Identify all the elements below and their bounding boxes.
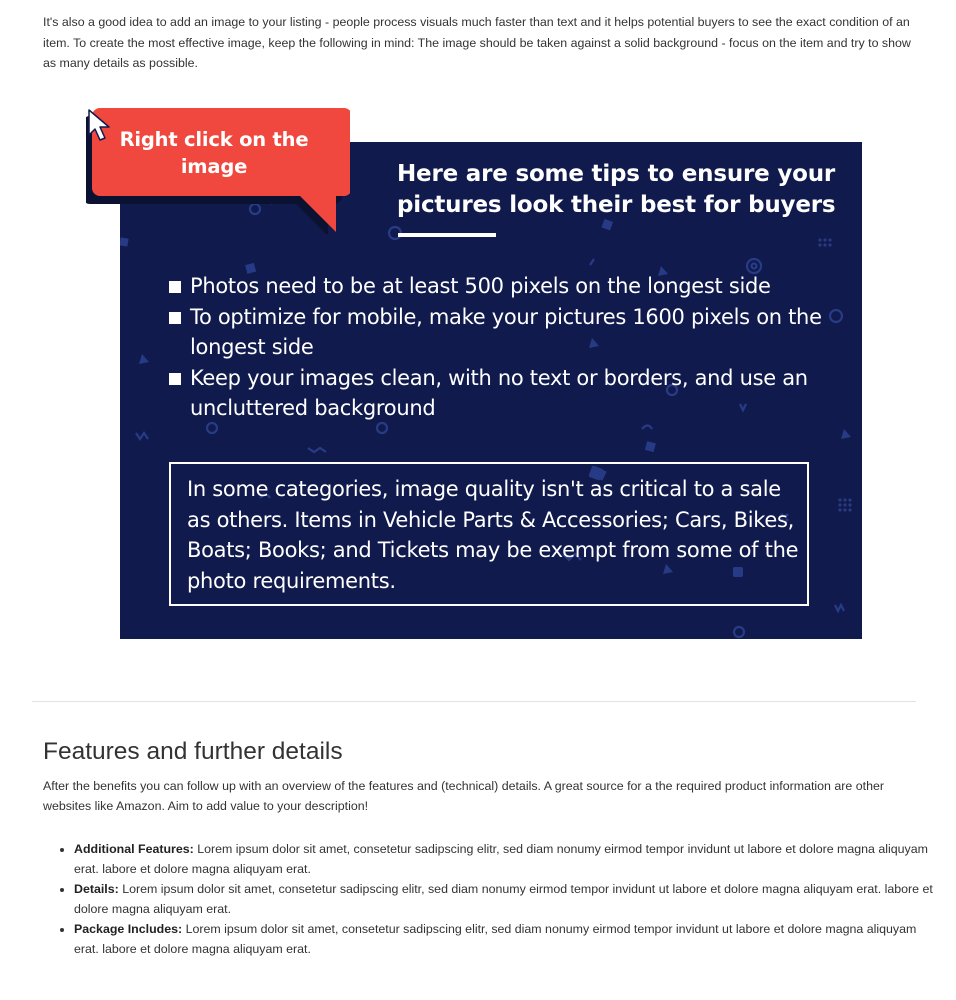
tip-item	[167, 302, 827, 363]
bullet-square-icon	[169, 281, 181, 293]
list-item-text: Lorem ipsum dolor sit amet, consetetur sadipscing elitr, sed diam nonumy eirmod tempor invidunt ut labore et dolore magna aliquyam erat. labore et dolore magna aliquyam erat.	[74, 922, 917, 956]
banner-title: Here are some tips to ensure your pictures look their best for buyers	[397, 161, 836, 218]
section-divider	[32, 701, 916, 702]
callout-label: Right click on the image	[119, 128, 309, 178]
tip-text: Photos need to be at least 500 pixels on the longest side	[190, 274, 771, 298]
list-item-label: Additional Features:	[74, 842, 194, 856]
intro-paragraph: It's also a good idea to add an image to your listing - people process visuals much faster than text and it helps potential buyers to see the exact condition of an item. To create the most effective image, keep the following in mind: The image should be taken against a solid background - focus on the item and try to show as many details as possible.	[43, 15, 911, 70]
list-item-label: Details:	[74, 882, 119, 896]
list-item-text: Lorem ipsum dolor sit amet, consetetur sadipscing elitr, sed diam nonumy eirmod tempor invidunt ut labore et dolore magna aliquyam erat. labore et dolore magna aliquyam erat.	[74, 842, 928, 876]
title-underline	[398, 233, 496, 237]
list-item	[74, 839, 934, 879]
features-list	[43, 839, 934, 959]
right-click-callout	[86, 108, 350, 234]
list-item	[74, 919, 934, 959]
bullet-square-icon	[169, 312, 181, 324]
tip-text: To optimize for mobile, make your pictures 1600 pixels on the longest side	[190, 304, 822, 359]
list-item-label: Package Includes:	[74, 922, 183, 936]
section-description: After the benefits you can follow up with an overview of the features and (technical) details. A great source for a the required product information are other websites like Amazon. Aim to add value to your description!	[43, 779, 884, 813]
bullet-square-icon	[169, 373, 181, 385]
cursor-arrow-icon	[86, 108, 116, 144]
section-title: Features and further details	[43, 738, 343, 765]
list-item-text: Lorem ipsum dolor sit amet, consetetur sadipscing elitr, sed diam nonumy eirmod tempor invidunt ut labore et dolore magna aliquyam erat. labore et dolore magna aliquyam erat.	[74, 882, 933, 916]
tip-text: Keep your images clean, with no text or borders, and use an uncluttered background	[190, 365, 808, 420]
note-box	[169, 462, 809, 606]
tips-list	[167, 271, 827, 424]
note-text: In some categories, image quality isn't as critical to a sale as others. Items in Vehicle Parts & Accessories; Cars, Bikes, Boats; Books; and Tickets may be exempt from some of the photo requirements.	[187, 477, 799, 593]
tip-item	[167, 363, 827, 424]
tip-item	[167, 271, 827, 302]
list-item	[74, 879, 934, 919]
